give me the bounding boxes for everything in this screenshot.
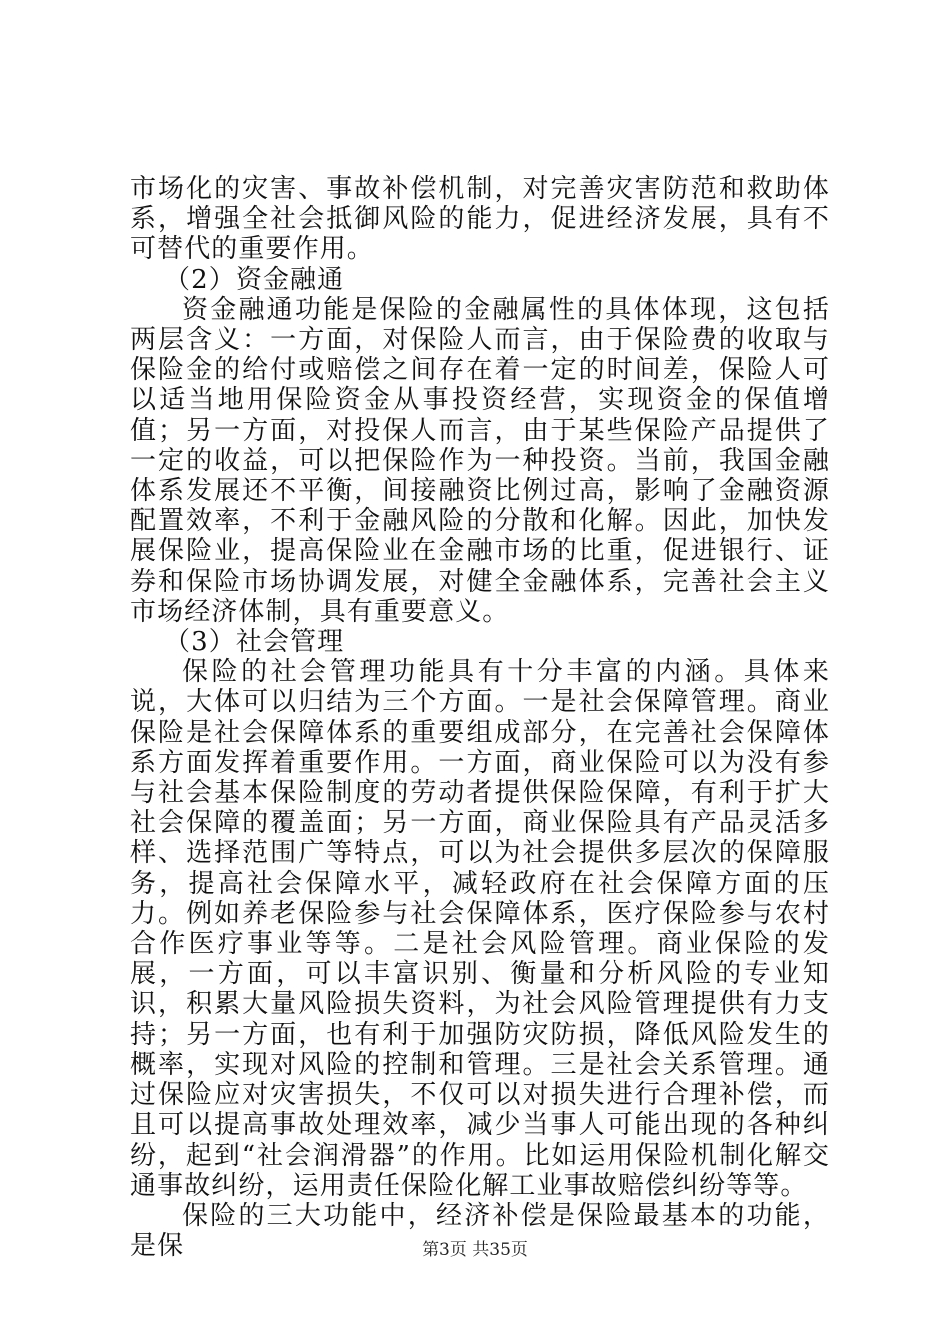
paragraph-capital-financing: 资金融通功能是保险的金融属性的具体体现，这包括两层含义：一方面，对保险人而言，由于保险费的收取与保险金的给付或赔偿之间存在着一定的时间差，保险人可以适当地用保险资金从事投资经营，实现资金的保值增值；另一方面，对投保人而言，由于某些保险产品提供了一定的收益，可以把保险作为一种投资。当前，我国金融体系发展还不平衡，间接融资比例过高，影响了金融资源配置效率，不利于金融风险的分散和化解。因此，加快发展保险业，提高保险业在金融市场的比重，促进银行、证券和保险市场协调发展，对健全金融体系，完善社会主义市场经济体制，具有重要意义。: [130, 294, 830, 627]
paragraph-continued: 市场化的灾害、事故补偿机制，对完善灾害防范和救助体系，增强全社会抵御风险的能力，促进经济发展，具有不可替代的重要作用。: [130, 174, 830, 265]
paragraph-social-management: 保险的社会管理功能具有十分丰富的内涵。具体来说，大体可以归结为三个方面。一是社会保障管理。商业保险是社会保障体系的重要组成部分，在完善社会保障体系方面发挥着重要作用。一方面，商业保险可以为没有参与社会基本保险制度的劳动者提供保险保障，有利于扩大社会保障的覆盖面；另一方面，商业保险具有产品灵活多样、选择范围广等特点，可以为社会提供多层次的保障服务，提高社会保障水平，减轻政府在社会保障方面的压力。例如养老保险参与社会保障体系，医疗保险参与农村合作医疗事业等等。二是社会风险管理。商业保险的发展，一方面，可以丰富识别、衡量和分析风险的专业知识，积累大量风险损失资料，为社会风险管理提供有力支持；另一方面，也有利于加强防灾防损，降低风险发生的概率，实现对风险的控制和管理。三是社会关系管理。通过保险应对灾害损失，不仅可以对损失进行合理补偿，而且可以提高事故处理效率，减少当事人可能出现的各种纠纷，起到“社会润滑器”的作用。比如运用保险机制化解交通事故纠纷，运用责任保险化解工业事故赔偿纠纷等等。: [130, 657, 830, 1201]
page-footer: 第3页 共35页: [422, 1240, 528, 1260]
section-heading-capital-financing: （2）资金融通: [164, 264, 345, 295]
document-body: [130, 174, 830, 1261]
section-heading-social-management: （3）社会管理: [164, 627, 345, 658]
paragraph-three-functions: 保险的三大功能中，经济补偿是保险最基本的功能，是保: [130, 1200, 830, 1262]
